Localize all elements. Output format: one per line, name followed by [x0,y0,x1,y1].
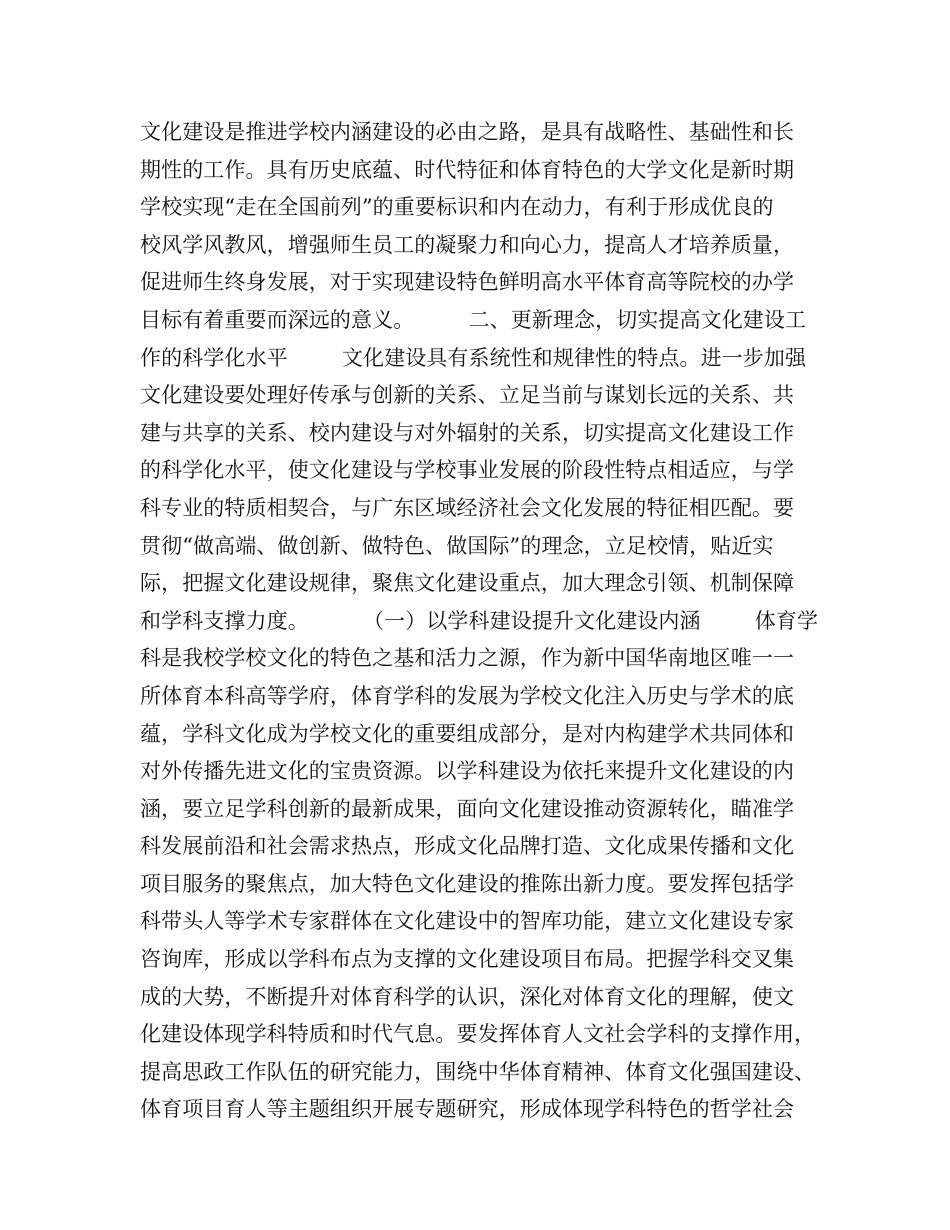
text-line: 作的科学化水平 文化建设具有系统性和规律性的特点。进一步加强 [140,345,807,370]
text-line: 科发展前沿和社会需求热点，形成文化品牌打造、文化成果传播和文化 [140,834,795,859]
text-line: 化建设体现学科特质和时代气息。要发挥体育人文社会学科的支撑作用， [140,1022,816,1047]
text-line: 文化建设要处理好传承与创新的关系、立足当前与谋划长远的关系、共 [140,383,795,408]
text-line: 提高思政工作队伍的研究能力，围绕中华体育精神、体育文化强国建设、 [140,1059,816,1084]
text-line: 期性的工作。具有历史底蕴、时代特征和体育特色的大学文化是新时期 [140,157,795,182]
text-line: 贯彻“做高端、做创新、做特色、做国际”的理念，立足校情，贴近实 [140,533,774,558]
text-line: 目标有着重要而深远的意义。 二、更新理念，切实提高文化建设工 [140,307,807,332]
text-line: 际，把握文化建设规律，聚焦文化建设重点，加大理念引领、机制保障 [140,571,795,596]
text-line: 对外传播先进文化的宝贵资源。以学科建设为依托来提升文化建设的内 [140,759,795,784]
text-line: 文化建设是推进学校内涵建设的必由之路，是具有战略性、基础性和长 [140,120,795,144]
text-line: 体育项目育人等主题组织开展专题研究，形成体现学科特色的哲学社会 [140,1097,795,1122]
text-line: 建与共享的关系、校内建设与对外辐射的关系，切实提高文化建设工作 [140,420,795,445]
text-line: 科是我校学校文化的特色之基和活力之源，作为新中国华南地区唯一一 [140,646,795,671]
text-line: 校风学风教风，增强师生员工的凝聚力和向心力，提高人才培养质量， [140,232,795,257]
body-text [140,114,840,1129]
text-line: 科带头人等学术专家群体在文化建设中的智库功能，建立文化建设专家 [140,909,795,934]
text-line: 促进师生终身发展，对于实现建设特色鲜明高水平体育高等院校的办学 [140,270,795,295]
text-line: 咨询库，形成以学科布点为支撑的文化建设项目布局。把握学科交叉集 [140,947,795,972]
text-line: 成的大势，不断提升对体育科学的认识，深化对体育文化的理解，使文 [140,984,795,1009]
text-line: 学校实现“走在全国前列”的重要标识和内在动力，有利于形成优良的 [140,195,774,220]
text-line: 涵，要立足学科创新的最新成果，面向文化建设推动资源转化，瞄准学 [140,796,795,821]
text-line: 所体育本科高等学府，体育学科的发展为学校文化注入历史与学术的底 [140,683,795,708]
text-line: 项目服务的聚焦点，加大特色文化建设的推陈出新力度。要发挥包括学 [140,871,795,896]
text-line: 和学科支撑力度。 （一）以学科建设提升文化建设内涵 体育学 [140,608,819,633]
text-line: 蕴，学科文化成为学校文化的重要组成部分，是对内构建学术共同体和 [140,721,795,746]
text-line: 的科学化水平，使文化建设与学校事业发展的阶段性特点相适应，与学 [140,458,795,483]
text-line: 科专业的特质相契合，与广东区域经济社会文化发展的特征相匹配。要 [140,495,795,520]
